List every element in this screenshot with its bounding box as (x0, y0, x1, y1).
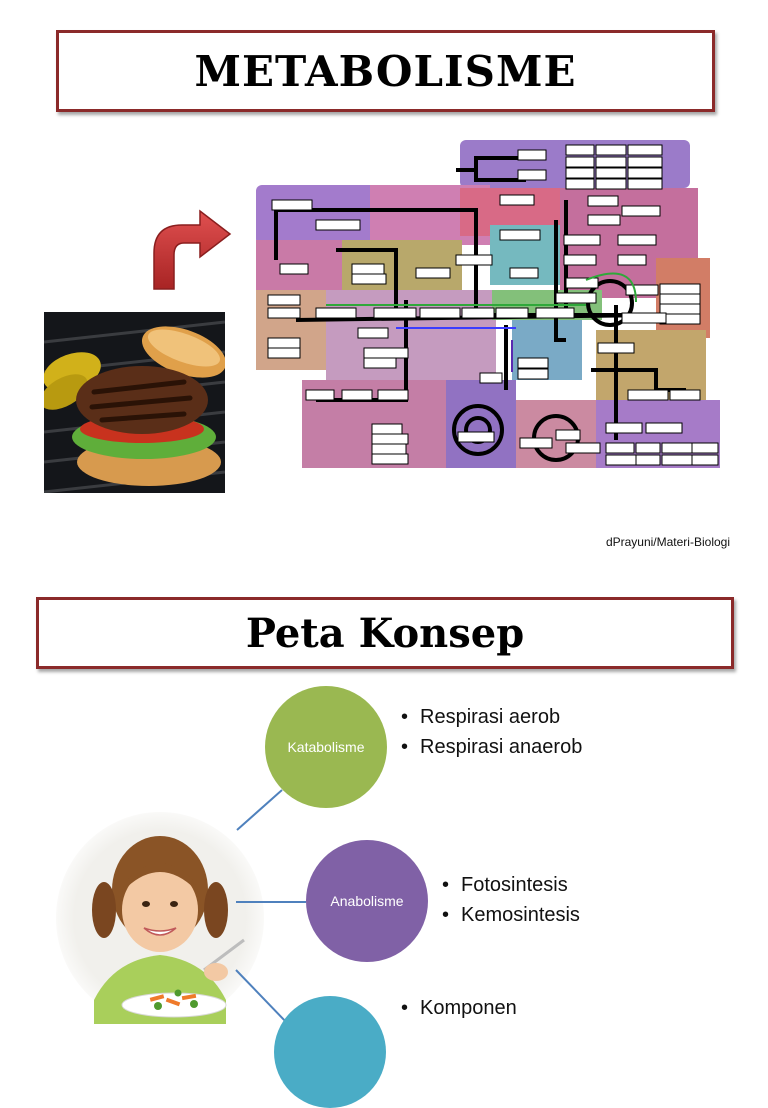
metabolic-pathway-map (256, 140, 720, 468)
peta-konsep-title-box (36, 597, 734, 669)
third-concept-node (274, 996, 386, 1108)
credit-text: dPrayuni/Materi-Biologi (605, 535, 730, 549)
katabolisme-node (265, 686, 387, 808)
burger-photo (44, 312, 225, 493)
page-title: METABOLISME (194, 46, 577, 96)
katabolisme-label: Katabolisme (287, 739, 365, 755)
list-item: • Kemosintesis (442, 903, 642, 929)
list-item: • Respirasi aerob (401, 705, 601, 731)
metabolisme-title-box (56, 30, 715, 112)
list-item: • Fotosintesis (442, 873, 642, 899)
katabolisme-list (401, 705, 601, 764)
anabolisme-label: Anabolisme (330, 893, 404, 909)
third-concept-list (401, 996, 601, 1026)
curved-arrow-icon (150, 209, 232, 293)
concept-map-title: Peta Konsep (245, 609, 525, 657)
anabolisme-node (306, 840, 428, 962)
list-item: • Respirasi anaerob (401, 735, 601, 761)
list-item: • Komponen (401, 996, 601, 1022)
anabolisme-list (442, 873, 642, 932)
